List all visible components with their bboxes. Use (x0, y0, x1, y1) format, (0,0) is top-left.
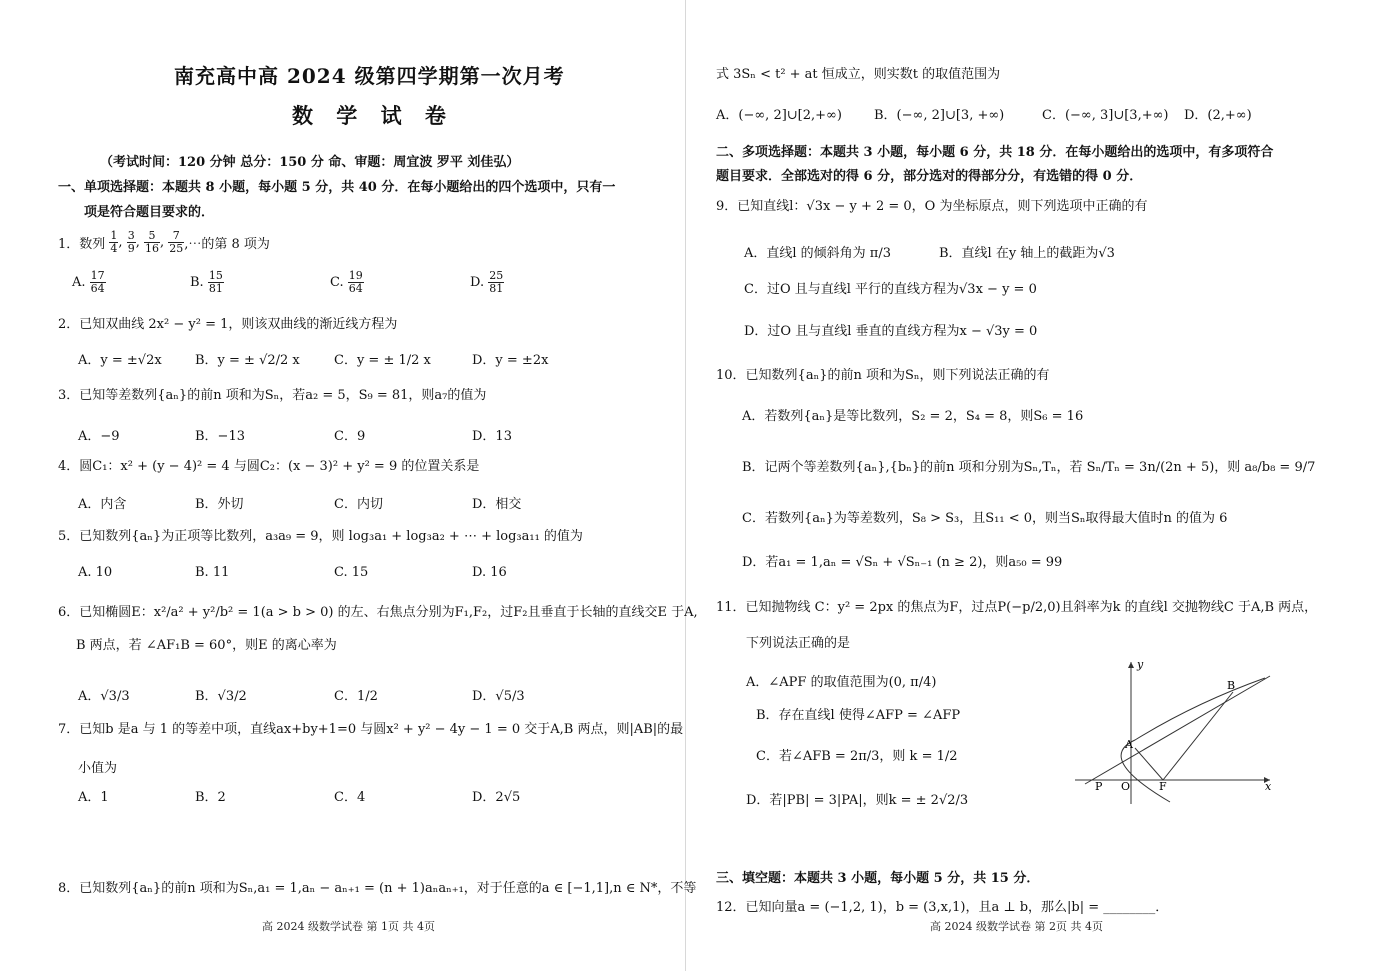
q3-option-b: B．−13 (195, 429, 245, 444)
q9-option-c: C．过O 且与直线l 平行的直线方程为√3x − y = 0 (744, 282, 1037, 297)
question-8-cont: 式 3Sₙ < t² + at 恒成立，则实数t 的取值范围为 (716, 67, 1001, 82)
page-divider (685, 0, 686, 971)
parabola-curve (1121, 678, 1265, 802)
q5-option-c: C. 15 (334, 565, 369, 580)
question-7-cont: 小值为 (78, 761, 118, 776)
q1-option-c: C. $\frac{19}{64}$ (330, 269, 363, 296)
label-p: P (1095, 780, 1103, 793)
q10-option-d: D．若a₁ = 1,aₙ = √Sₙ + √Sₙ₋₁ (n ≥ 2)，则a₅₀ = 99 (742, 555, 1063, 570)
question-11: 11．已知抛物线 C：y² = 2px 的焦点为F，过点P(−p/2,0)且斜率为k 的直线l 交抛物线C 于A,B 两点， (716, 600, 1318, 615)
question-3: 3．已知等差数列{aₙ}的前n 项和为Sₙ，若a₂ = 5，S₉ = 81，则a₇的值为 (58, 388, 487, 403)
q7-option-a: A．1 (78, 790, 109, 805)
page-footer: 高 2024 级数学试卷 第 1页 共 4页 (262, 920, 435, 933)
question-5: 5．已知数列{aₙ}为正项等比数列，a₃a₉ = 9，则 log₃a₁ + log₃a₂ + ⋯ + log₃a₁₁ 的值为 (58, 529, 583, 544)
section-1-heading: 一、单项选择题：本题共 8 小题，每小题 5 分，共 40 分．在每小题给出的四个选项中，只有一 (58, 180, 616, 195)
q11-option-d: D．若|PB| = 3|PA|，则k = ± 2√2/3 (746, 793, 969, 808)
label-f: F (1159, 780, 1167, 793)
question-12: 12．已知向量a = (−1,2, 1)，b = (3,x,1)，且a ⊥ b，那么|b| = ________． (716, 900, 1169, 915)
section-1-heading-cont: 项是符合题目要求的． (84, 205, 215, 220)
question-4: 4．圆C₁：x² + (y − 4)² = 4 与圆C₂：(x − 3)² + y² = 9 的位置关系是 (58, 459, 480, 474)
q4-option-b: B．外切 (195, 497, 244, 512)
q2-option-d: D．y = ±2x (472, 353, 549, 368)
page-footer: 高 2024 级数学试卷 第 2页 共 4页 (930, 920, 1103, 933)
q5-option-a: A. 10 (78, 565, 113, 580)
q2-option-a: A．y = ±√2x (78, 353, 162, 368)
exam-title: 南充高中高 2024 级第四学期第一次月考 (174, 64, 565, 88)
q7-option-b: B．2 (195, 790, 226, 805)
q8-option-c: C．(−∞, 3]∪[3,+∞) (1042, 108, 1169, 123)
q8-option-a: A．(−∞, 2]∪[2,+∞) (716, 108, 842, 123)
q3-option-c: C．9 (334, 429, 366, 444)
question-8: 8．已知数列{aₙ}的前n 项和为Sₙ,a₁ = 1,aₙ − aₙ₊₁ = (n + 1)aₙaₙ₊₁，对于任意的a ∈ [−1,1],n ∈ N*，不等 (58, 881, 697, 896)
segment-af (1135, 748, 1163, 780)
question-2: 2．已知双曲线 2x² − y² = 1，则该双曲线的渐近线方程为 (58, 317, 398, 332)
q4-option-d: D．相交 (472, 497, 522, 512)
q5-option-b: B. 11 (195, 565, 230, 580)
exam-page-2 (690, 0, 1375, 971)
q10-option-c: C．若数列{aₙ}为等差数列，S₈ > S₃，且S₁₁ < 0，则当Sₙ取得最大值时n 的值为 6 (742, 511, 1228, 526)
q9-option-b: B．直线l 在y 轴上的截距为√3 (939, 246, 1115, 261)
q9-option-d: D．过O 且与直线l 垂直的直线方程为x − √3y = 0 (744, 324, 1038, 339)
q11-option-a: A．∠APF 的取值范围为(0, π/4) (746, 675, 937, 690)
q4-option-c: C．内切 (334, 497, 383, 512)
section-2-heading-cont: 题目要求．全部选对的得 6 分，部分选对的得部分分，有选错的得 0 分． (716, 169, 1143, 184)
q6-option-a: A．√3/3 (78, 689, 130, 704)
q8-option-b: B．(−∞, 2]∪[3, +∞) (874, 108, 1005, 123)
question-9: 9．已知直线l：√3x − y + 2 = 0，O 为坐标原点，则下列选项中正确的有 (716, 199, 1148, 214)
y-axis-arrow (1128, 662, 1134, 668)
label-a: A (1125, 738, 1133, 751)
question-1: 1．数列 $\frac{1}{4}$ , $\frac{3}{9}$ , $\frac{5}{16}$ , $\frac{7}{25}$ ,⋯的第 8 项为 (58, 229, 270, 256)
q7-option-d: D．2√5 (472, 790, 521, 805)
exam-info: （考试时间：120 分钟 总分：150 分 命、审题：周宜波 罗平 刘佳弘） (100, 155, 520, 170)
q1-option-a: A. $\frac{17}{64}$ (72, 269, 105, 296)
q10-option-a: A．若数列{aₙ}是等比数列，S₂ = 2，S₄ = 8，则S₆ = 16 (742, 409, 1084, 424)
q3-option-a: A．−9 (78, 429, 120, 444)
q11-option-b: B．存在直线l 使得∠AFP = ∠AFP (756, 708, 961, 723)
exam-subtitle: 数 学 试 卷 (292, 103, 454, 128)
q3-option-d: D．13 (472, 429, 512, 444)
label-o: O (1121, 780, 1131, 793)
q4-option-a: A．内含 (78, 497, 127, 512)
question-10: 10．已知数列{aₙ}的前n 项和为Sₙ，则下列说法正确的有 (716, 368, 1050, 383)
q10-option-b: B．记两个等差数列{aₙ},{bₙ}的前n 项和分别为Sₙ,Tₙ，若 Sₙ/Tₙ = 3n/(2n + 5)，则 a₈/b₈ = 9/7 (742, 460, 1316, 475)
q6-option-c: C．1/2 (334, 689, 378, 704)
question-11-cont: 下列说法正确的是 (746, 636, 851, 651)
q5-option-d: D. 16 (472, 565, 507, 580)
q1-option-b: B. $\frac{15}{81}$ (190, 269, 223, 296)
label-x: x (1265, 780, 1272, 793)
q2-option-b: B．y = ± √2/2 x (195, 353, 300, 368)
label-b: B (1227, 679, 1236, 692)
segment-bf (1163, 692, 1233, 780)
q1-option-d: D. $\frac{25}{81}$ (470, 269, 504, 296)
line-l (1085, 676, 1270, 784)
q1-term-2: $\frac{3}{9}$ (127, 229, 135, 256)
q9-option-a: A．直线l 的倾斜角为 π/3 (744, 246, 892, 261)
q8-option-d: D．(2,+∞) (1184, 108, 1252, 123)
section-2-heading: 二、多项选择题：本题共 3 小题，每小题 6 分，共 18 分．在每小题给出的选项中，有多项符合 (716, 145, 1274, 160)
section-3-heading: 三、填空题：本题共 3 小题，每小题 5 分，共 15 分． (716, 871, 1040, 886)
q6-option-d: D．√5/3 (472, 689, 525, 704)
question-7: 7．已知b 是a 与 1 的等差中项，直线ax+by+1=0 与圆x² + y² − 4y − 1 = 0 交于A,B 两点，则|AB|的最 (58, 722, 684, 737)
q1-term-3: $\frac{5}{16}$ (144, 229, 159, 256)
q2-option-c: C．y = ± 1/2 x (334, 353, 431, 368)
parabola-figure (1075, 658, 1275, 808)
q7-option-c: C．4 (334, 790, 366, 805)
q11-option-c: C．若∠AFB = 2π/3，则 k = 1/2 (756, 749, 958, 764)
q6-option-b: B．√3/2 (195, 689, 247, 704)
label-y: y (1137, 658, 1144, 671)
question-6-cont: B 两点，若 ∠AF₁B = 60°，则E 的离心率为 (76, 638, 337, 653)
q1-term-4: $\frac{7}{25}$ (169, 229, 184, 256)
q1-suffix: ,⋯的第 8 项为 (184, 237, 270, 253)
q1-prefix: 1．数列 (58, 237, 106, 253)
q1-term-1: $\frac{1}{4}$ (110, 229, 118, 256)
question-6: 6．已知椭圆E：x²/a² + y²/b² = 1(a > b > 0) 的左、右焦点分别为F₁,F₂，过F₂且垂直于长轴的直线交E 于A, (58, 605, 698, 620)
